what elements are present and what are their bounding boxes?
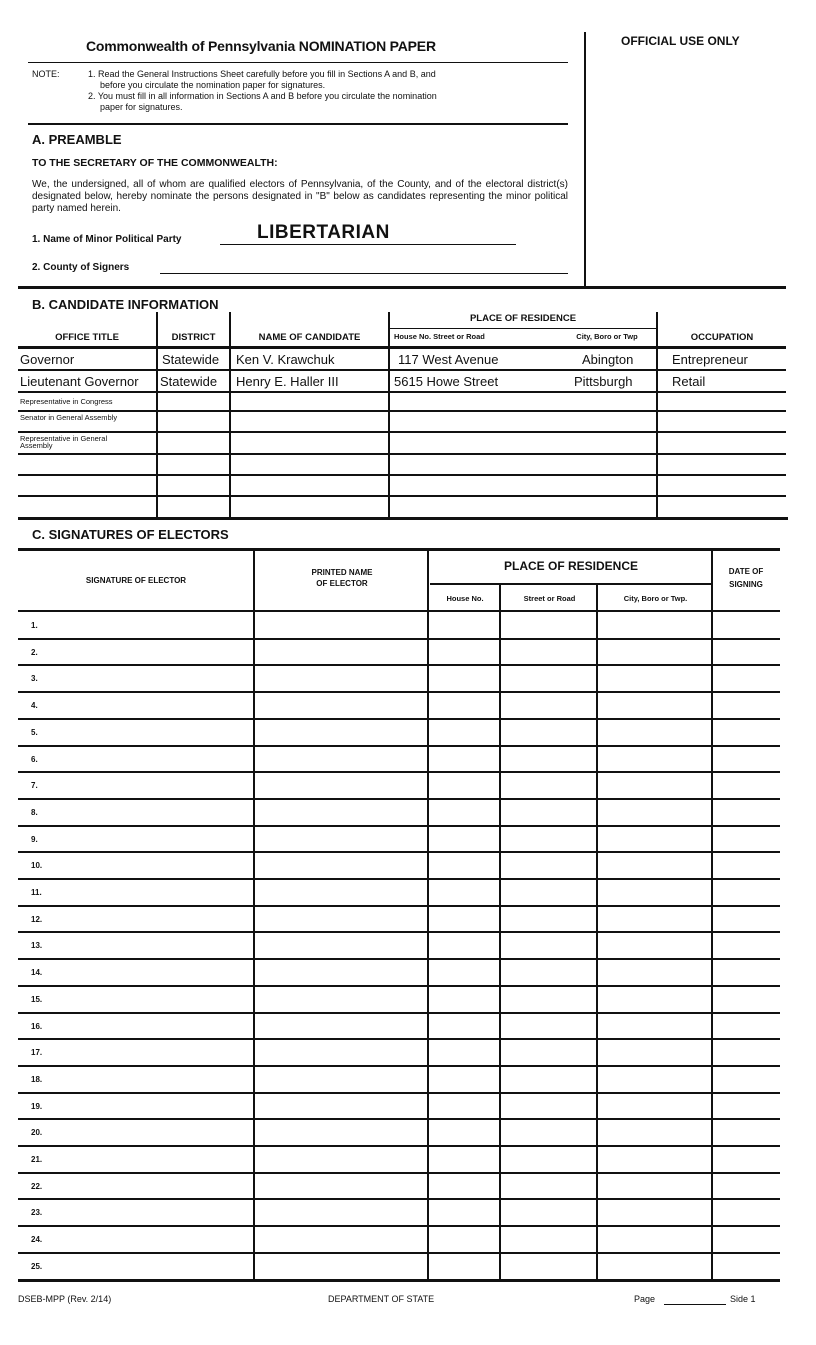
page-underline xyxy=(664,1304,726,1305)
signature-row-street-field[interactable] xyxy=(502,694,595,717)
row-number: 17. xyxy=(31,1048,43,1058)
signature-row-city-field[interactable] xyxy=(599,801,710,824)
signature-row-house-no-field[interactable] xyxy=(430,854,498,877)
party-underline xyxy=(220,244,516,245)
signature-row-city-field[interactable] xyxy=(599,1015,710,1038)
side-label: Side 1 xyxy=(730,1294,756,1304)
signature-row-street-field[interactable] xyxy=(502,641,595,664)
department-label: DEPARTMENT OF STATE xyxy=(328,1294,435,1304)
signature-row-date-field[interactable] xyxy=(714,1228,778,1251)
signature-row-date-field[interactable] xyxy=(714,828,778,851)
c-head-city: City, Boro or Twp. xyxy=(623,594,688,603)
signature-row-house-no-field[interactable] xyxy=(430,1175,498,1198)
signature-row-signature-field[interactable] xyxy=(20,721,252,744)
b-residence-subrule xyxy=(390,328,656,329)
signature-row-house-no-field[interactable] xyxy=(430,961,498,984)
signature-row-rule xyxy=(18,1038,780,1040)
signature-row-printed-name-field[interactable] xyxy=(256,721,426,744)
signature-row-street-field[interactable] xyxy=(502,881,595,904)
signature-row-rule xyxy=(18,1198,780,1200)
row-number: 7. xyxy=(31,781,38,791)
signature-row-house-no-field[interactable] xyxy=(430,1228,498,1251)
row-number: 6. xyxy=(31,754,38,764)
b-head-name: NAME OF CANDIDATE xyxy=(258,332,361,343)
signature-row-house-no-field[interactable] xyxy=(430,881,498,904)
signature-row-rule xyxy=(18,1252,780,1254)
preamble-text: We, the undersigned, all of whom are qualified electors of Pennsylvania, of the County, and of the electoral district(s) designated below, hereby nominate the persons designated in "B" below as candidates representing the minor political party named herein. xyxy=(32,179,568,214)
c-head-printed-2: OF ELECTOR xyxy=(316,579,368,588)
signature-row-city-field[interactable] xyxy=(599,721,710,744)
signature-row-printed-name-field[interactable] xyxy=(256,1121,426,1144)
b-row-rule xyxy=(18,410,786,412)
row-number: 22. xyxy=(31,1181,43,1191)
row-number: 8. xyxy=(31,807,38,817)
signature-row-house-no-field[interactable] xyxy=(430,641,498,664)
b-row2-name[interactable]: Henry E. Haller III xyxy=(236,374,339,389)
signature-row-signature-field[interactable] xyxy=(20,694,252,717)
signature-row-city-field[interactable] xyxy=(599,1201,710,1224)
official-use-divider xyxy=(584,32,586,288)
signature-row-printed-name-field[interactable] xyxy=(256,1228,426,1251)
signature-row-street-field[interactable] xyxy=(502,934,595,957)
signature-row-signature-field[interactable] xyxy=(20,961,252,984)
signature-row-city-field[interactable] xyxy=(599,934,710,957)
c-head-residence: PLACE OF RESIDENCE xyxy=(503,559,638,573)
signature-row-house-no-field[interactable] xyxy=(430,721,498,744)
signature-row-printed-name-field[interactable] xyxy=(256,1201,426,1224)
signature-row-street-field[interactable] xyxy=(502,908,595,931)
section-a-heading: A. PREAMBLE xyxy=(32,132,122,147)
signature-row-house-no-field[interactable] xyxy=(430,1015,498,1038)
c-col-divider-2 xyxy=(427,550,429,1280)
signature-row-rule xyxy=(18,985,780,987)
signature-row-rule xyxy=(18,958,780,960)
signature-row-signature-field[interactable] xyxy=(20,934,252,957)
signature-row-printed-name-field[interactable] xyxy=(256,667,426,690)
signature-row-rule xyxy=(18,1065,780,1067)
signature-row-city-field[interactable] xyxy=(599,1041,710,1064)
b-row1-district[interactable]: Statewide xyxy=(162,352,220,367)
signature-row-city-field[interactable] xyxy=(599,1228,710,1251)
row-number: 10. xyxy=(31,861,43,871)
b-row-rule xyxy=(18,495,786,497)
signature-row-date-field[interactable] xyxy=(714,1095,778,1118)
county-field[interactable] xyxy=(160,258,568,272)
signature-row-street-field[interactable] xyxy=(502,854,595,877)
signature-row-house-no-field[interactable] xyxy=(430,1068,498,1091)
signature-row-printed-name-field[interactable] xyxy=(256,1068,426,1091)
signature-row-date-field[interactable] xyxy=(714,1041,778,1064)
row-number: 19. xyxy=(31,1101,43,1111)
signature-row-house-no-field[interactable] xyxy=(430,1095,498,1118)
signature-row-date-field[interactable] xyxy=(714,1201,778,1224)
party-name-field[interactable]: LIBERTARIAN xyxy=(257,222,390,243)
row-number: 16. xyxy=(31,1021,43,1031)
signature-row-date-field[interactable] xyxy=(714,961,778,984)
signature-row-city-field[interactable] xyxy=(599,774,710,797)
signature-row-street-field[interactable] xyxy=(502,1201,595,1224)
signature-row-house-no-field[interactable] xyxy=(430,1201,498,1224)
addressee: TO THE SECRETARY OF THE COMMONWEALTH: xyxy=(32,157,278,169)
party-label: 1. Name of Minor Political Party xyxy=(32,234,182,245)
signature-row-city-field[interactable] xyxy=(599,748,710,771)
signature-row-signature-field[interactable] xyxy=(20,828,252,851)
note-label: NOTE: xyxy=(32,69,60,79)
signature-row-city-field[interactable] xyxy=(599,854,710,877)
row-number: 9. xyxy=(31,834,38,844)
b-row1-name[interactable]: Ken V. Krawchuk xyxy=(236,352,335,367)
page-label: Page xyxy=(634,1294,656,1304)
row-number: 12. xyxy=(31,914,43,924)
signature-row-date-field[interactable] xyxy=(714,988,778,1011)
signature-row-city-field[interactable] xyxy=(599,1095,710,1118)
signature-row-signature-field[interactable] xyxy=(20,1015,252,1038)
signature-row-city-field[interactable] xyxy=(599,988,710,1011)
signature-row-street-field[interactable] xyxy=(502,667,595,690)
signature-row-date-field[interactable] xyxy=(714,1175,778,1198)
signature-row-printed-name-field[interactable] xyxy=(256,881,426,904)
b-row-rule xyxy=(18,391,786,393)
b-row-rule xyxy=(18,369,786,371)
c-col-divider-1 xyxy=(253,550,255,1280)
section-b-heading: B. CANDIDATE INFORMATION xyxy=(32,297,219,312)
signature-row-printed-name-field[interactable] xyxy=(256,748,426,771)
b-row2-city[interactable]: Pittsburgh xyxy=(574,374,633,389)
row-number: 5. xyxy=(31,727,38,737)
b-row1-occupation[interactable]: Entrepreneur xyxy=(672,352,748,367)
signature-row-street-field[interactable] xyxy=(502,614,595,637)
signature-row-house-no-field[interactable] xyxy=(430,988,498,1011)
signature-row-printed-name-field[interactable] xyxy=(256,614,426,637)
signature-row-date-field[interactable] xyxy=(714,667,778,690)
signature-row-signature-field[interactable] xyxy=(20,1148,252,1171)
signature-row-printed-name-field[interactable] xyxy=(256,988,426,1011)
county-underline xyxy=(160,273,568,274)
signature-row-rule xyxy=(18,905,780,907)
signature-row-city-field[interactable] xyxy=(599,667,710,690)
row-number: 23. xyxy=(31,1208,43,1218)
b-row2-address[interactable]: 5615 Howe Street xyxy=(394,374,499,389)
signature-row-city-field[interactable] xyxy=(599,961,710,984)
signature-row-signature-field[interactable] xyxy=(20,1095,252,1118)
page-number-field[interactable] xyxy=(664,1292,726,1304)
signature-row-street-field[interactable] xyxy=(502,748,595,771)
signature-row-date-field[interactable] xyxy=(714,1068,778,1091)
c-head-date-2: SIGNING xyxy=(729,580,763,589)
official-use-label: OFFICIAL USE ONLY xyxy=(621,34,740,48)
signature-row-signature-field[interactable] xyxy=(20,667,252,690)
b-head-city: City, Boro or Twp xyxy=(576,332,638,341)
page-title: Commonwealth of Pennsylvania NOMINATION PAPER xyxy=(86,38,436,54)
signature-row-signature-field[interactable] xyxy=(20,854,252,877)
b-head-office: OFFICE TITLE xyxy=(55,332,119,343)
signature-row-house-no-field[interactable] xyxy=(430,748,498,771)
signature-row-rule xyxy=(18,771,780,773)
b-row2-occupation[interactable]: Retail xyxy=(672,374,706,389)
signature-row-date-field[interactable] xyxy=(714,641,778,664)
signature-row-signature-field[interactable] xyxy=(20,801,252,824)
signature-row-city-field[interactable] xyxy=(599,1121,710,1144)
signature-row-date-field[interactable] xyxy=(714,881,778,904)
county-label: 2. County of Signers xyxy=(32,262,130,273)
signature-row-date-field[interactable] xyxy=(714,908,778,931)
signature-row-date-field[interactable] xyxy=(714,748,778,771)
signature-row-signature-field[interactable] xyxy=(20,1041,252,1064)
signature-row-street-field[interactable] xyxy=(502,1228,595,1251)
b-row1-city[interactable]: Abington xyxy=(582,352,634,367)
signature-row-street-field[interactable] xyxy=(502,1175,595,1198)
row-number: 2. xyxy=(31,647,38,657)
signature-row-signature-field[interactable] xyxy=(20,641,252,664)
signature-row-rule xyxy=(18,1225,780,1227)
signature-row-city-field[interactable] xyxy=(599,828,710,851)
c-col-divider-5 xyxy=(711,550,713,1280)
signature-row-street-field[interactable] xyxy=(502,1255,595,1277)
b-head-occupation: OCCUPATION xyxy=(690,332,754,343)
section-c-bottom-rule xyxy=(18,1279,780,1282)
signature-row-rule xyxy=(18,691,780,693)
form-id: DSEB-MPP (Rev. 2/14) xyxy=(18,1294,112,1304)
b-col-divider-3 xyxy=(388,312,390,518)
signature-row-date-field[interactable] xyxy=(714,854,778,877)
signature-row-printed-name-field[interactable] xyxy=(256,694,426,717)
signature-row-signature-field[interactable] xyxy=(20,881,252,904)
b-row4-office: Senator in General Assembly xyxy=(20,413,118,422)
signature-row-city-field[interactable] xyxy=(599,1175,710,1198)
b-row1-address[interactable]: 117 West Avenue xyxy=(398,352,499,367)
row-number: 15. xyxy=(31,994,43,1004)
c-head-printed-1: PRINTED NAME xyxy=(311,568,373,577)
row-number: 21. xyxy=(31,1155,43,1164)
row-number: 13. xyxy=(31,941,43,951)
signature-row-rule xyxy=(18,664,780,666)
signature-row-rule xyxy=(18,638,780,640)
signature-row-house-no-field[interactable] xyxy=(430,614,498,637)
b-row3-office: Representative in Congress xyxy=(20,397,113,406)
signature-row-printed-name-field[interactable] xyxy=(256,774,426,797)
b-row-rule xyxy=(18,474,786,476)
section-c-top-rule xyxy=(18,548,780,551)
signature-row-street-field[interactable] xyxy=(502,988,595,1011)
signature-row-signature-field[interactable] xyxy=(20,1068,252,1091)
signature-row-date-field[interactable] xyxy=(714,801,778,824)
signature-row-street-field[interactable] xyxy=(502,1015,595,1038)
signature-row-rule xyxy=(18,851,780,853)
section-c-heading: C. SIGNATURES OF ELECTORS xyxy=(32,527,229,542)
row-number: 18. xyxy=(31,1074,43,1084)
row-number: 20. xyxy=(31,1128,43,1138)
signature-row-signature-field[interactable] xyxy=(20,748,252,771)
signature-row-rule xyxy=(18,1145,780,1147)
row-number: 25. xyxy=(31,1261,43,1271)
signature-row-house-no-field[interactable] xyxy=(430,934,498,957)
signature-row-street-field[interactable] xyxy=(502,961,595,984)
signature-row-rule xyxy=(18,1118,780,1120)
c-residence-subrule xyxy=(430,583,712,585)
signature-row-house-no-field[interactable] xyxy=(430,801,498,824)
signature-row-city-field[interactable] xyxy=(599,1068,710,1091)
row-number: 1. xyxy=(31,621,38,630)
signature-row-printed-name-field[interactable] xyxy=(256,1041,426,1064)
c-head-signature: SIGNATURE OF ELECTOR xyxy=(85,576,187,585)
signature-row-printed-name-field[interactable] xyxy=(256,908,426,931)
signature-row-signature-field[interactable] xyxy=(20,1201,252,1224)
notes-rule xyxy=(28,123,568,125)
signature-row-house-no-field[interactable] xyxy=(430,774,498,797)
c-head-house: House No. xyxy=(446,594,484,603)
b-row5-office: Representative in General Assembly xyxy=(20,434,108,450)
signature-row-city-field[interactable] xyxy=(599,614,710,637)
b-row2-district[interactable]: Statewide xyxy=(160,374,218,389)
signature-row-date-field[interactable] xyxy=(714,1015,778,1038)
signature-row-house-no-field[interactable] xyxy=(430,908,498,931)
row-number: 3. xyxy=(31,674,38,684)
signature-row-rule xyxy=(18,798,780,800)
signature-row-signature-field[interactable] xyxy=(20,988,252,1011)
signature-row-rule xyxy=(18,878,780,880)
signature-row-street-field[interactable] xyxy=(502,828,595,851)
signature-row-house-no-field[interactable] xyxy=(430,1041,498,1064)
signature-row-date-field[interactable] xyxy=(714,1121,778,1144)
signature-row-street-field[interactable] xyxy=(502,774,595,797)
signature-row-date-field[interactable] xyxy=(714,1148,778,1171)
signature-row-date-field[interactable] xyxy=(714,694,778,717)
b-row-rule xyxy=(18,453,786,455)
signature-row-street-field[interactable] xyxy=(502,1041,595,1064)
signature-row-printed-name-field[interactable] xyxy=(256,961,426,984)
signature-row-signature-field[interactable] xyxy=(20,774,252,797)
signature-row-signature-field[interactable] xyxy=(20,1255,252,1277)
signature-row-street-field[interactable] xyxy=(502,721,595,744)
signature-row-city-field[interactable] xyxy=(599,908,710,931)
signature-row-street-field[interactable] xyxy=(502,1148,595,1171)
b-head-house-street: House No. Street or Road xyxy=(394,332,485,341)
signature-row-printed-name-field[interactable] xyxy=(256,1095,426,1118)
signature-row-house-no-field[interactable] xyxy=(430,828,498,851)
signature-row-house-no-field[interactable] xyxy=(430,667,498,690)
section-a-bottom-rule xyxy=(18,286,786,289)
b-row-rule xyxy=(18,431,786,433)
signature-row-signature-field[interactable] xyxy=(20,908,252,931)
signature-row-printed-name-field[interactable] xyxy=(256,801,426,824)
title-rule xyxy=(28,62,568,63)
signature-row-rule xyxy=(18,1172,780,1174)
signature-row-street-field[interactable] xyxy=(502,1095,595,1118)
signature-row-signature-field[interactable] xyxy=(20,614,252,637)
note-item-1-cont: before you circulate the nomination paper for signatures. xyxy=(100,80,326,90)
b-head-district: DISTRICT xyxy=(171,332,216,343)
row-number: 14. xyxy=(31,968,43,978)
row-number: 11. xyxy=(31,888,42,897)
signature-row-printed-name-field[interactable] xyxy=(256,1015,426,1038)
signature-row-printed-name-field[interactable] xyxy=(256,641,426,664)
signature-row-printed-name-field[interactable] xyxy=(256,1255,426,1277)
b-header-rule xyxy=(18,346,786,349)
c-head-date-1: DATE OF xyxy=(728,567,764,576)
signature-row-date-field[interactable] xyxy=(714,1255,778,1277)
signature-row-date-field[interactable] xyxy=(714,614,778,637)
signature-row-house-no-field[interactable] xyxy=(430,694,498,717)
c-header-rule xyxy=(18,610,780,612)
signature-row-printed-name-field[interactable] xyxy=(256,1148,426,1171)
b-head-residence: PLACE OF RESIDENCE xyxy=(469,313,577,324)
signature-row-street-field[interactable] xyxy=(502,801,595,824)
signature-row-printed-name-field[interactable] xyxy=(256,1175,426,1198)
signature-row-rule xyxy=(18,718,780,720)
signature-row-house-no-field[interactable] xyxy=(430,1121,498,1144)
signature-row-date-field[interactable] xyxy=(714,721,778,744)
signature-row-signature-field[interactable] xyxy=(20,1175,252,1198)
signature-row-signature-field[interactable] xyxy=(20,1228,252,1251)
signature-row-city-field[interactable] xyxy=(599,1148,710,1171)
signature-row-city-field[interactable] xyxy=(599,694,710,717)
signature-row-city-field[interactable] xyxy=(599,641,710,664)
signature-row-printed-name-field[interactable] xyxy=(256,934,426,957)
signature-row-house-no-field[interactable] xyxy=(430,1255,498,1277)
signature-row-date-field[interactable] xyxy=(714,774,778,797)
row-number: 4. xyxy=(31,701,38,711)
signature-row-date-field[interactable] xyxy=(714,934,778,957)
note-item-1: 1. Read the General Instructions Sheet carefully before you fill in Sections A and B, and xyxy=(88,69,436,79)
note-item-2-cont: paper for signatures. xyxy=(100,102,183,112)
signature-row-printed-name-field[interactable] xyxy=(256,854,426,877)
signature-row-street-field[interactable] xyxy=(502,1068,595,1091)
signature-row-house-no-field[interactable] xyxy=(430,1148,498,1171)
signature-row-printed-name-field[interactable] xyxy=(256,828,426,851)
section-b-bottom-rule xyxy=(18,517,788,520)
b-row1-office[interactable]: Governor xyxy=(20,352,75,367)
signature-row-city-field[interactable] xyxy=(599,881,710,904)
signature-row-rule xyxy=(18,931,780,933)
b-row2-office[interactable]: Lieutenant Governor xyxy=(20,374,139,389)
signature-row-street-field[interactable] xyxy=(502,1121,595,1144)
signature-row-city-field[interactable] xyxy=(599,1255,710,1277)
note-item-2: 2. You must fill in all information in Sections A and B before you circulate the nomination xyxy=(88,91,437,101)
signature-row-signature-field[interactable] xyxy=(20,1121,252,1144)
c-head-street: Street or Road xyxy=(523,594,576,603)
row-number: 24. xyxy=(31,1235,43,1245)
